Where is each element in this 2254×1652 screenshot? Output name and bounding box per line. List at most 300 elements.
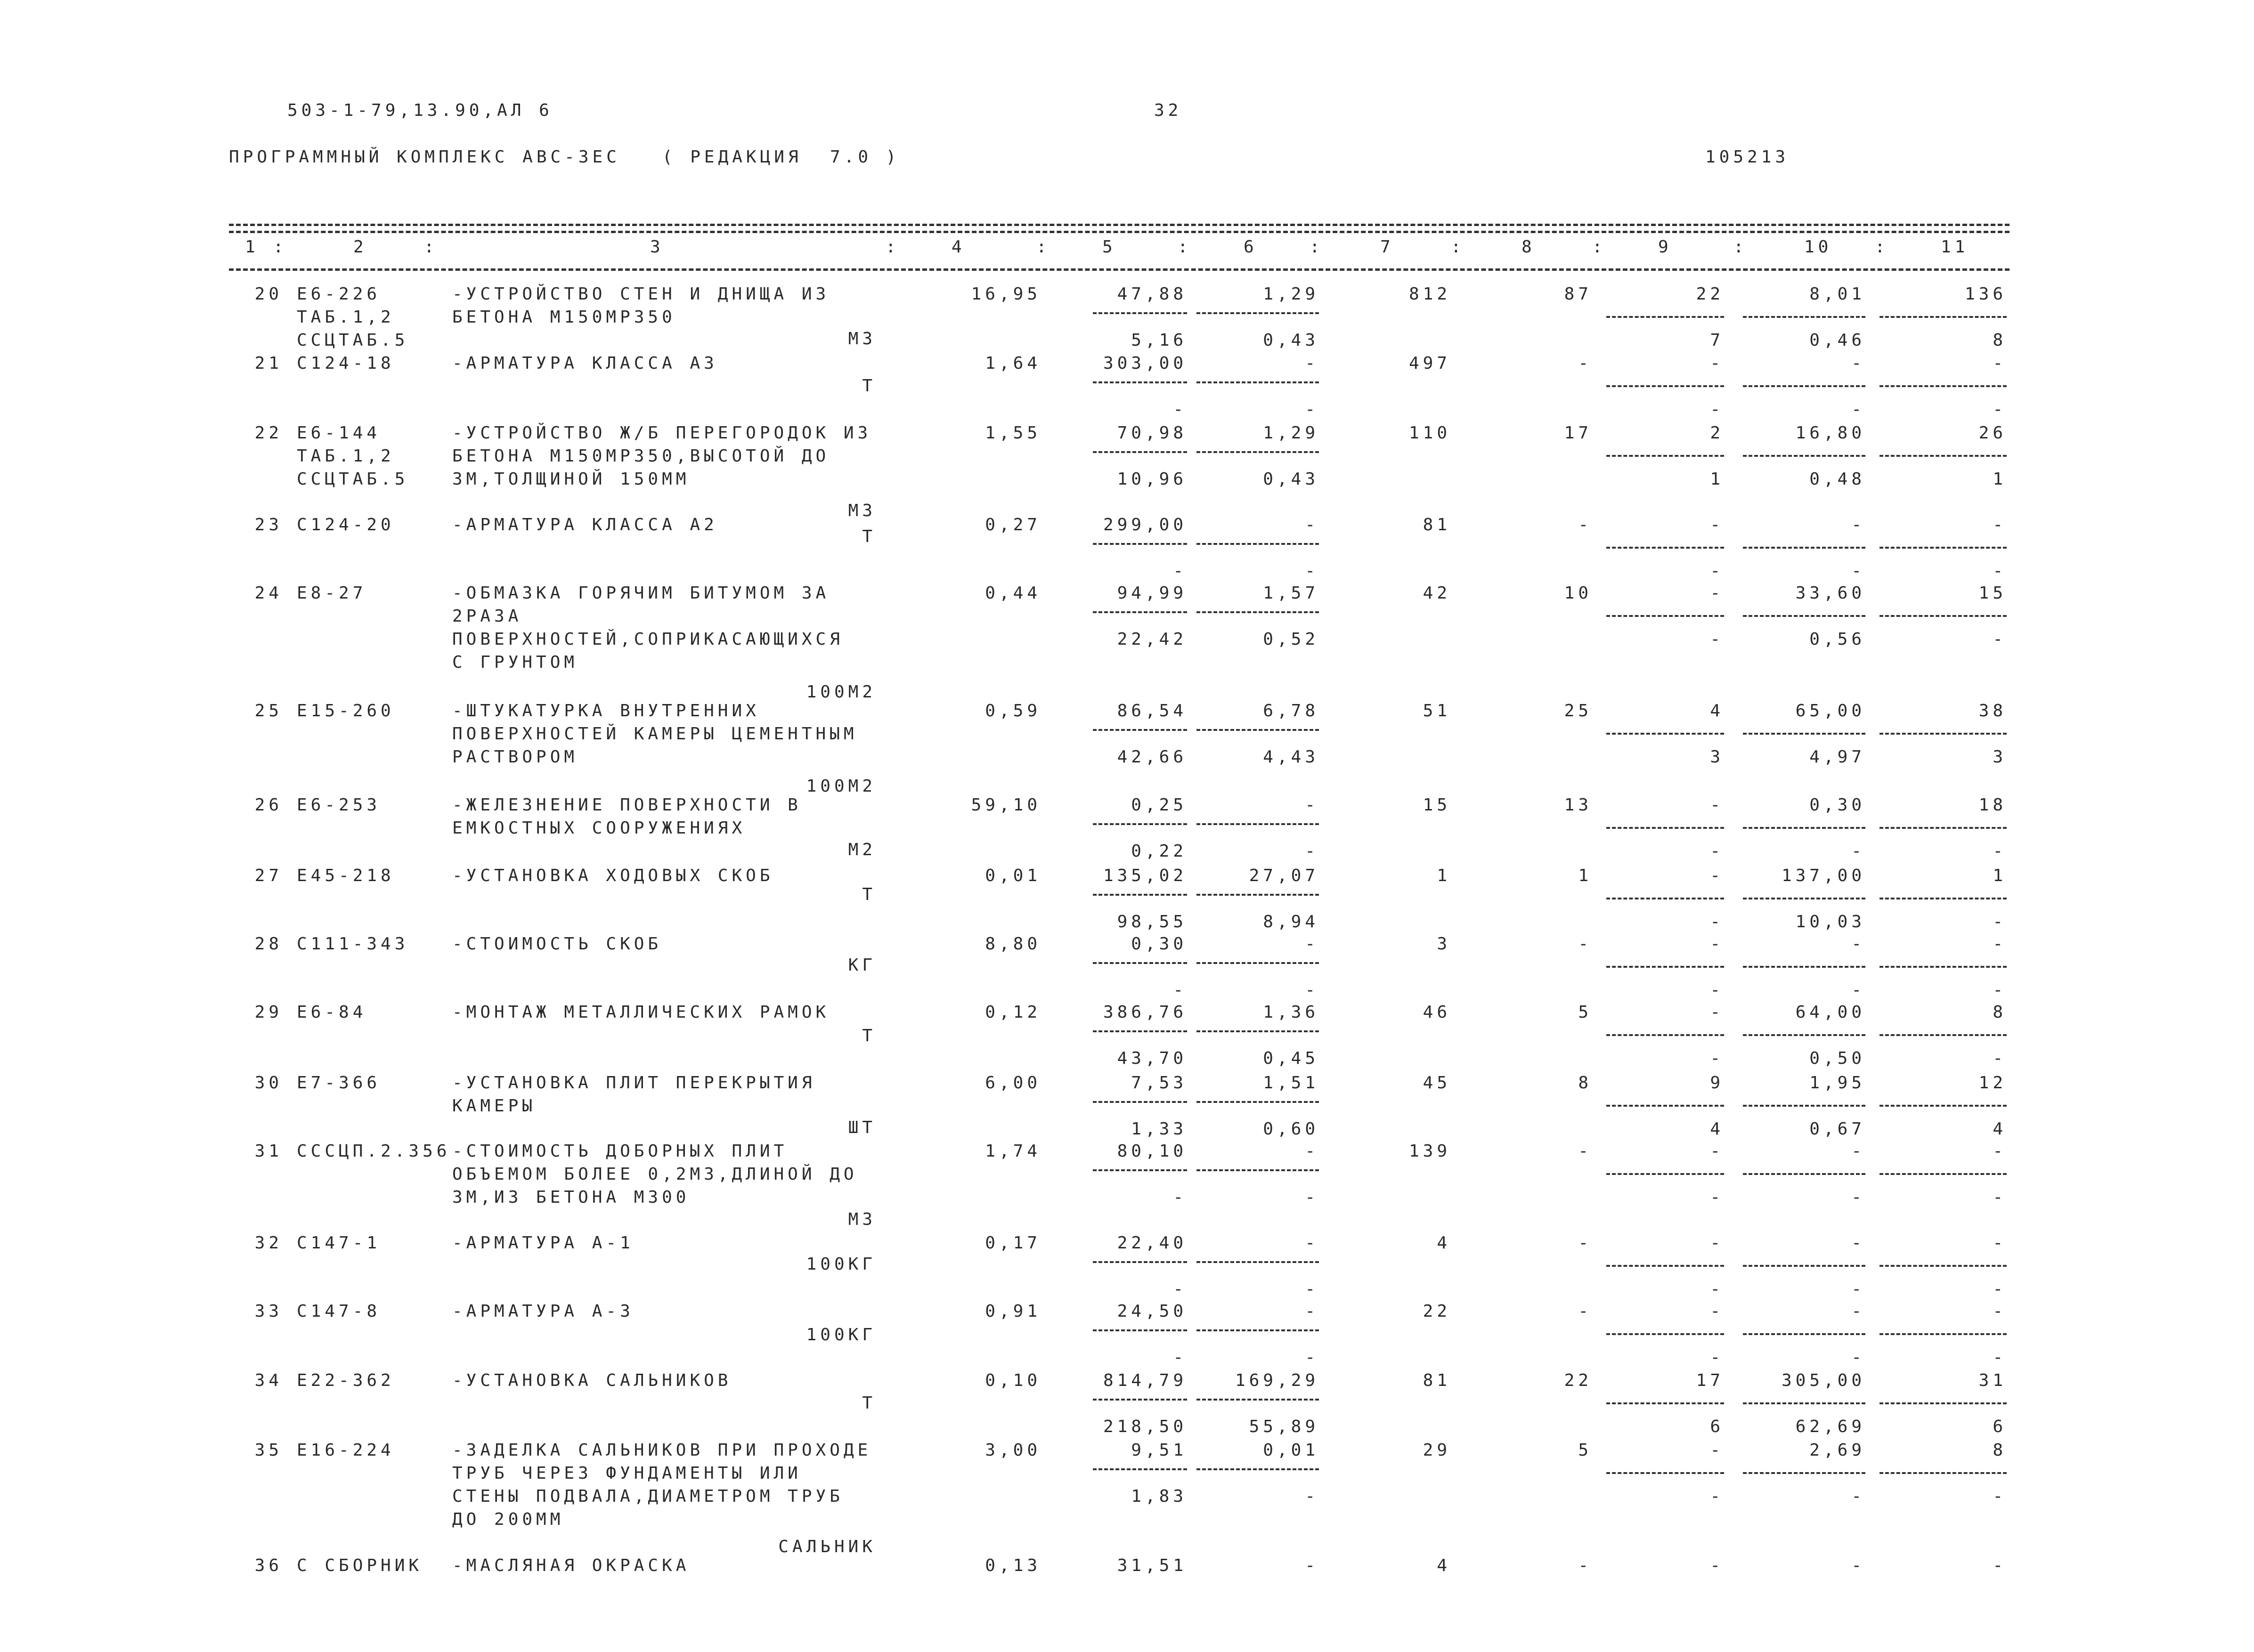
column-header-8: 8 <box>1522 237 1536 257</box>
row-price: 24,50 <box>1117 1302 1187 1321</box>
col11-rule <box>1880 1402 2007 1404</box>
col10-rule <box>1743 1402 1865 1404</box>
row-wage: - <box>1305 1556 1319 1575</box>
row-col8: 13 <box>1564 795 1592 815</box>
row-quantity: 1,64 <box>985 354 1041 373</box>
row-col7: 45 <box>1423 1073 1451 1093</box>
row-price: 86,54 <box>1117 701 1187 721</box>
row-col10-part: - <box>1851 1279 1865 1299</box>
row-col7: 81 <box>1423 515 1451 534</box>
row-col8: 25 <box>1564 701 1592 721</box>
row-description: -СТОИМОСТЬ СКОБ <box>452 934 662 954</box>
column-header-3: 3 <box>650 237 664 257</box>
wage-rule <box>1196 1399 1319 1401</box>
row-code: С147-1 <box>297 1233 381 1253</box>
row-description: ТРУБ ЧЕРЕЗ ФУНДАМЕНТЫ ИЛИ <box>452 1464 802 1483</box>
row-number: 23 <box>254 515 283 534</box>
row-col7: 46 <box>1423 1003 1451 1022</box>
row-col8: 5 <box>1578 1441 1592 1460</box>
row-wage-part: - <box>1305 1348 1319 1367</box>
col10-rule <box>1743 1265 1865 1267</box>
row-wage-part: 4,43 <box>1263 747 1319 767</box>
row-col11-part: 6 <box>1993 1417 2007 1436</box>
row-unit: Т <box>862 376 876 396</box>
row-col9: - <box>1710 1003 1724 1022</box>
row-col7: 81 <box>1423 1371 1451 1390</box>
row-col10: - <box>1851 515 1865 534</box>
row-quantity: 0,27 <box>985 515 1041 534</box>
row-number: 36 <box>254 1556 283 1575</box>
row-number: 34 <box>254 1371 283 1390</box>
row-quantity: 1,74 <box>985 1142 1041 1161</box>
column-header-6: 6 <box>1244 237 1258 257</box>
row-description: РАСТВОРОМ <box>452 747 578 767</box>
row-col9-part: - <box>1710 842 1724 861</box>
row-description: СТЕНЫ ПОДВАЛА,ДИАМЕТРОМ ТРУБ <box>452 1487 844 1506</box>
row-col10-part: 0,67 <box>1809 1119 1865 1139</box>
column-header-10: 10 <box>1804 237 1832 257</box>
row-col9: 2 <box>1710 423 1724 443</box>
row-number: 29 <box>254 1003 283 1022</box>
row-wage: - <box>1305 795 1319 815</box>
row-quantity: 0,59 <box>985 701 1041 721</box>
row-unit: Т <box>862 1393 876 1413</box>
row-wage-part: - <box>1305 1487 1319 1506</box>
row-price-wage-part: - <box>1173 561 1187 581</box>
row-col10: 8,01 <box>1809 284 1865 304</box>
row-wage-part: 8,94 <box>1263 912 1319 931</box>
price-rule <box>1093 894 1187 896</box>
row-quantity: 16,95 <box>971 284 1041 304</box>
row-quantity: 0,12 <box>985 1003 1041 1022</box>
row-col8: - <box>1578 515 1592 534</box>
row-col11-part: - <box>1993 1279 2007 1299</box>
row-col11-part: - <box>1993 842 2007 861</box>
row-code: ТАБ.1,2 <box>297 308 395 327</box>
row-col10: - <box>1851 1556 1865 1575</box>
row-col11-part: - <box>1993 1348 2007 1367</box>
row-col7: 51 <box>1423 701 1451 721</box>
row-wage: - <box>1305 354 1319 373</box>
row-col10-part: 0,46 <box>1809 331 1865 350</box>
row-description: -АРМАТУРА А-3 <box>452 1302 634 1321</box>
row-col9-part: - <box>1710 980 1724 1000</box>
row-description: 3М,ИЗ БЕТОНА М300 <box>452 1188 690 1207</box>
column-separator: : <box>886 237 900 257</box>
price-rule <box>1093 1329 1187 1331</box>
row-col10-part: - <box>1851 1188 1865 1207</box>
col9-rule <box>1606 827 1724 829</box>
row-description: -УСТРОЙСТВО Ж/Б ПЕРЕГОРОДОК ИЗ <box>452 423 872 443</box>
row-col8: - <box>1578 1302 1592 1321</box>
price-rule <box>1093 1169 1187 1171</box>
table-top-rule-2 <box>229 231 2010 233</box>
row-col7: 497 <box>1408 354 1451 373</box>
row-code: СССЦП.2.356 <box>297 1142 451 1161</box>
row-col10-part: - <box>1851 400 1865 419</box>
col11-rule <box>1880 1265 2007 1267</box>
row-col11: 1 <box>1993 866 2007 885</box>
col9-rule <box>1606 316 1724 318</box>
row-col10-part: - <box>1851 561 1865 581</box>
row-col11: 26 <box>1978 423 2007 443</box>
row-col8: 87 <box>1564 284 1592 304</box>
row-price: 303,00 <box>1103 354 1187 373</box>
price-rule <box>1093 962 1187 964</box>
wage-rule <box>1196 312 1319 314</box>
wage-rule <box>1196 611 1319 613</box>
col9-rule <box>1606 615 1724 617</box>
row-wage: 1,29 <box>1263 423 1319 443</box>
row-quantity: 0,44 <box>985 583 1041 603</box>
col9-rule <box>1606 1333 1724 1335</box>
row-quantity: 59,10 <box>971 795 1041 815</box>
row-code: С СБОРНИК <box>297 1556 423 1575</box>
col9-rule <box>1606 966 1724 968</box>
row-price-wage-part: 10,96 <box>1117 470 1187 489</box>
row-col10-part: - <box>1851 980 1865 1000</box>
row-number: 35 <box>254 1441 283 1460</box>
col9-rule <box>1606 733 1724 735</box>
col9-rule <box>1606 1472 1724 1474</box>
row-col11-part: - <box>1993 912 2007 931</box>
row-price-wage-part: - <box>1173 400 1187 419</box>
wage-rule <box>1196 729 1319 731</box>
price-rule <box>1093 823 1187 825</box>
row-col7: 812 <box>1408 284 1451 304</box>
row-col9: - <box>1710 1556 1724 1575</box>
row-col7: 139 <box>1408 1142 1451 1161</box>
col10-rule <box>1743 455 1865 457</box>
row-wage-part: - <box>1305 400 1319 419</box>
col9-rule <box>1606 455 1724 457</box>
row-price: 135,02 <box>1103 866 1187 885</box>
row-number: 27 <box>254 866 283 885</box>
price-rule <box>1093 611 1187 613</box>
row-number: 33 <box>254 1302 283 1321</box>
row-col9-part: - <box>1710 400 1724 419</box>
row-code: С124-18 <box>297 354 395 373</box>
row-wage-part: - <box>1305 1279 1319 1299</box>
row-unit: Т <box>862 1026 876 1045</box>
row-price-wage-part: 5,16 <box>1131 331 1187 350</box>
row-col9: - <box>1710 795 1724 815</box>
row-col11: 38 <box>1978 701 2007 721</box>
row-number: 20 <box>254 284 283 304</box>
row-description: -УСТАНОВКА ХОДОВЫХ СКОБ <box>452 866 774 885</box>
row-unit: 100КГ <box>806 1255 876 1274</box>
row-code: С147-8 <box>297 1302 381 1321</box>
row-col9-part: - <box>1710 1348 1724 1367</box>
row-code: Е6-144 <box>297 423 381 443</box>
row-quantity: 0,13 <box>985 1556 1041 1575</box>
col10-rule <box>1743 1105 1865 1107</box>
row-quantity: 6,00 <box>985 1073 1041 1093</box>
col11-rule <box>1880 827 2007 829</box>
row-col10: 305,00 <box>1781 1371 1865 1390</box>
row-wage: 1,36 <box>1263 1003 1319 1022</box>
row-col11: 12 <box>1978 1073 2007 1093</box>
row-col11: 31 <box>1978 1371 2007 1390</box>
row-price: 70,98 <box>1117 423 1187 443</box>
wage-rule <box>1196 1101 1319 1103</box>
row-description: -СТОИМОСТЬ ДОБОРНЫХ ПЛИТ <box>452 1142 788 1161</box>
price-rule <box>1093 1399 1187 1401</box>
row-col11: 8 <box>1993 1003 2007 1022</box>
col10-rule <box>1743 966 1865 968</box>
row-wage-part: 0,45 <box>1263 1049 1319 1068</box>
row-description: -УСТАНОВКА САЛЬНИКОВ <box>452 1371 732 1390</box>
row-wage-part: - <box>1305 980 1319 1000</box>
row-description: -АРМАТУРА А-1 <box>452 1233 634 1253</box>
row-col10-part: 10,03 <box>1795 912 1865 931</box>
col11-rule <box>1880 1472 2007 1474</box>
row-description: ПОВЕРХНОСТЕЙ,СОПРИКАСАЮЩИХСЯ <box>452 630 844 649</box>
col11-rule <box>1880 385 2007 387</box>
col10-rule <box>1743 733 1865 735</box>
row-col9: - <box>1710 583 1724 603</box>
row-col8: 17 <box>1564 423 1592 443</box>
col10-rule <box>1743 547 1865 549</box>
program-title: ПРОГРАММНЫЙ КОМПЛЕКС АВС-ЗЕС ( РЕДАКЦИЯ 7.0 ) <box>229 147 900 167</box>
row-col8: 8 <box>1578 1073 1592 1093</box>
row-col9-part: - <box>1710 561 1724 581</box>
row-price: 94,99 <box>1117 583 1187 603</box>
wage-rule <box>1196 823 1319 825</box>
row-col10: 65,00 <box>1795 701 1865 721</box>
row-col11-part: - <box>1993 1049 2007 1068</box>
row-unit: Т <box>862 885 876 904</box>
price-rule <box>1093 1468 1187 1470</box>
row-price-wage-part: - <box>1173 1188 1187 1207</box>
col9-rule <box>1606 385 1724 387</box>
column-separator: : <box>1733 237 1748 257</box>
row-col8: 1 <box>1578 866 1592 885</box>
row-col10: 33,60 <box>1795 583 1865 603</box>
row-number: 24 <box>254 583 283 603</box>
row-wage: 27,07 <box>1249 866 1319 885</box>
row-price-wage-part: 42,66 <box>1117 747 1187 767</box>
column-separator: : <box>1036 237 1050 257</box>
row-col7: 110 <box>1408 423 1451 443</box>
row-number: 22 <box>254 423 283 443</box>
column-header-11: 11 <box>1941 237 1969 257</box>
row-price-wage-part: 43,70 <box>1117 1049 1187 1068</box>
wage-rule <box>1196 894 1319 896</box>
price-rule <box>1093 312 1187 314</box>
row-description: ПОВЕРХНОСТЕЙ КАМЕРЫ ЦЕМЕНТНЫМ <box>452 724 858 744</box>
row-col7: 22 <box>1423 1302 1451 1321</box>
col11-rule <box>1880 547 2007 549</box>
row-wage-part: 0,60 <box>1263 1119 1319 1139</box>
row-code: ССЦТАБ.5 <box>297 331 409 350</box>
row-code: ССЦТАБ.5 <box>297 470 409 489</box>
row-col9: - <box>1710 354 1724 373</box>
row-price-wage-part: 98,55 <box>1117 912 1187 931</box>
row-col11: - <box>1993 934 2007 954</box>
row-col9-part: 3 <box>1710 747 1724 767</box>
table-top-rule <box>229 224 2010 226</box>
row-unit: 100М2 <box>806 682 876 702</box>
price-rule <box>1093 543 1187 545</box>
row-wage-part: 0,52 <box>1263 630 1319 649</box>
col10-rule <box>1743 1173 1865 1175</box>
wage-rule <box>1196 1261 1319 1263</box>
row-col10-part: - <box>1851 1487 1865 1506</box>
row-price: 31,51 <box>1117 1556 1187 1575</box>
row-unit: М3 <box>848 1210 876 1229</box>
row-col8: 10 <box>1564 583 1592 603</box>
row-code: Е45-218 <box>297 866 395 885</box>
row-col9-part: 7 <box>1710 331 1724 350</box>
row-col11: - <box>1993 1302 2007 1321</box>
row-price-wage-part: 1,83 <box>1131 1487 1187 1506</box>
row-col9-part: - <box>1710 1487 1724 1506</box>
row-price: 386,76 <box>1103 1003 1187 1022</box>
wage-rule <box>1196 1329 1319 1331</box>
row-quantity: 1,55 <box>985 423 1041 443</box>
row-col11-part: 1 <box>1993 470 2007 489</box>
row-wage: - <box>1305 515 1319 534</box>
row-description: -ОБМАЗКА ГОРЯЧИМ БИТУМОМ ЗА <box>452 583 830 603</box>
col11-rule <box>1880 1333 2007 1335</box>
row-col7: 4 <box>1437 1556 1451 1575</box>
col9-rule <box>1606 1105 1724 1107</box>
row-col10: - <box>1851 1302 1865 1321</box>
row-price-wage-part: 22,42 <box>1117 630 1187 649</box>
row-price: 0,25 <box>1131 795 1187 815</box>
row-price: 9,51 <box>1131 1441 1187 1460</box>
row-description: -МАСЛЯНАЯ ОКРАСКА <box>452 1556 690 1575</box>
price-rule <box>1093 729 1187 731</box>
row-col10: 0,30 <box>1809 795 1865 815</box>
row-description: БЕТОНА М150МР350 <box>452 308 676 327</box>
row-price-wage-part: 218,50 <box>1103 1417 1187 1436</box>
row-number: 30 <box>254 1073 283 1093</box>
row-col11-part: - <box>1993 980 2007 1000</box>
wage-rule <box>1196 543 1319 545</box>
row-col11-part: - <box>1993 561 2007 581</box>
row-wage: - <box>1305 1142 1319 1161</box>
column-header-5: 5 <box>1102 237 1116 257</box>
row-col9: - <box>1710 515 1724 534</box>
row-number: 25 <box>254 701 283 721</box>
col10-rule <box>1743 898 1865 899</box>
column-header-7: 7 <box>1380 237 1394 257</box>
row-col9: - <box>1710 1233 1724 1253</box>
row-code: С124-20 <box>297 515 395 534</box>
page-number: 32 <box>1154 101 1182 120</box>
col9-rule <box>1606 1034 1724 1036</box>
row-description: ЕМКОСТНЫХ СООРУЖЕНИЯХ <box>452 818 746 838</box>
row-wage: 6,78 <box>1263 701 1319 721</box>
col10-rule <box>1743 1472 1865 1474</box>
row-quantity: 0,01 <box>985 866 1041 885</box>
row-price: 299,00 <box>1103 515 1187 534</box>
col11-rule <box>1880 615 2007 617</box>
col11-rule <box>1880 1105 2007 1107</box>
row-col7: 3 <box>1437 934 1451 954</box>
row-number: 32 <box>254 1233 283 1253</box>
row-col9-part: - <box>1710 1049 1724 1068</box>
row-wage: 0,01 <box>1263 1441 1319 1460</box>
col9-rule <box>1606 1173 1724 1175</box>
row-number: 28 <box>254 934 283 954</box>
table-header-rule <box>229 268 2010 271</box>
row-col9: 9 <box>1710 1073 1724 1093</box>
row-col8: - <box>1578 1142 1592 1161</box>
row-description: ОБЪЕМОМ БОЛЕЕ 0,2М3,ДЛИНОЙ ДО <box>452 1165 858 1184</box>
row-col7: 15 <box>1423 795 1451 815</box>
doc-code: 503-1-79,13.90,АЛ 6 <box>287 101 553 120</box>
row-unit: 100КГ <box>806 1325 876 1344</box>
row-unit: М2 <box>848 840 876 859</box>
column-separator: : <box>1310 237 1324 257</box>
column-separator: : <box>1178 237 1192 257</box>
row-col11: 136 <box>1964 284 2007 304</box>
row-col10: - <box>1851 1142 1865 1161</box>
row-col9: 22 <box>1696 284 1724 304</box>
price-rule <box>1093 1030 1187 1032</box>
row-col10-part: 0,56 <box>1809 630 1865 649</box>
col11-rule <box>1880 316 2007 318</box>
row-description: -ЖЕЛЕЗНЕНИЕ ПОВЕРХНОСТИ В <box>452 795 802 815</box>
row-description: -ЗАДЕЛКА САЛЬНИКОВ ПРИ ПРОХОДЕ <box>452 1441 872 1460</box>
row-price: 7,53 <box>1131 1073 1187 1093</box>
row-col9: 17 <box>1696 1371 1724 1390</box>
column-header-2: 2 <box>353 237 367 257</box>
col9-rule <box>1606 898 1724 899</box>
row-col7: 1 <box>1437 866 1451 885</box>
row-col10-part: - <box>1851 1348 1865 1367</box>
row-col11: - <box>1993 1233 2007 1253</box>
row-unit: ШТ <box>848 1118 876 1137</box>
row-wage: 1,51 <box>1263 1073 1319 1093</box>
row-col8: 22 <box>1564 1371 1592 1390</box>
row-price: 814,79 <box>1103 1371 1187 1390</box>
row-price-wage-part: - <box>1173 1348 1187 1367</box>
doc-id: 105213 <box>1705 147 1790 167</box>
row-code: С111-343 <box>297 934 409 954</box>
row-unit: 100М2 <box>806 777 876 796</box>
row-description: -АРМАТУРА КЛАССА А3 <box>452 354 718 373</box>
row-wage-part: - <box>1305 1188 1319 1207</box>
row-col11: 15 <box>1978 583 2007 603</box>
row-col8: - <box>1578 1556 1592 1575</box>
row-col9: - <box>1710 1441 1724 1460</box>
row-col11-part: - <box>1993 400 2007 419</box>
row-col9: - <box>1710 934 1724 954</box>
row-price: 0,30 <box>1131 934 1187 954</box>
col11-rule <box>1880 966 2007 968</box>
row-col10-part: 0,50 <box>1809 1049 1865 1068</box>
row-description: -МОНТАЖ МЕТАЛЛИЧЕСКИХ РАМОК <box>452 1003 830 1022</box>
row-col9: - <box>1710 866 1724 885</box>
row-quantity: 3,00 <box>985 1441 1041 1460</box>
row-description: С ГРУНТОМ <box>452 653 578 672</box>
row-col10: 1,95 <box>1809 1073 1865 1093</box>
row-wage-part: 55,89 <box>1249 1417 1319 1436</box>
row-col11-part: 3 <box>1993 747 2007 767</box>
row-description: ДО 200ММ <box>452 1510 564 1529</box>
row-col11-part: 8 <box>1993 331 2007 350</box>
row-col9-part: - <box>1710 1188 1724 1207</box>
row-col9-part: - <box>1710 912 1724 931</box>
row-description: -ШТУКАТУРКА ВНУТРЕННИХ <box>452 701 760 721</box>
row-col9-part: 1 <box>1710 470 1724 489</box>
col10-rule <box>1743 827 1865 829</box>
column-header-9: 9 <box>1658 237 1672 257</box>
